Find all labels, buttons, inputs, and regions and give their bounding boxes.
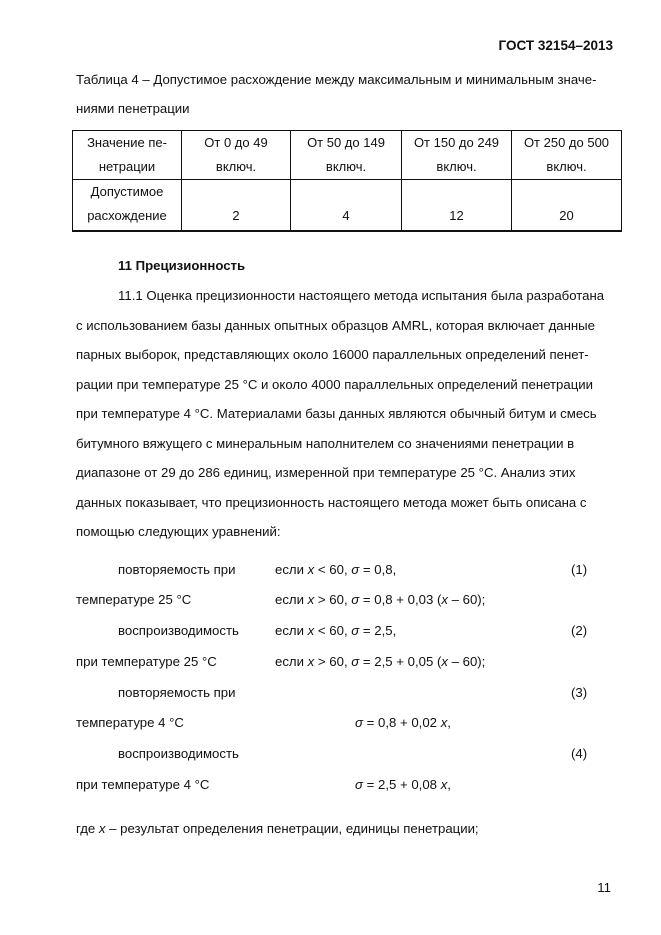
table-row-label: Допустимое расхождение bbox=[73, 180, 182, 232]
equation-1-label-cont: температуре 25 °С bbox=[76, 592, 192, 607]
equation-4-label-cont: при температуре 4 °С bbox=[76, 777, 210, 792]
equation-3-formula: σ = 0,8 + 0,02 x, bbox=[355, 715, 451, 730]
equation-3-number: (3) bbox=[571, 685, 588, 700]
paragraph-line: с использованием базы данных опытных образцов AMRL, которая включает данные bbox=[76, 318, 595, 333]
where-clause: где x – результат определения пенетрации, единицы пенетрации; bbox=[76, 821, 479, 836]
equation-2-line-a: если x < 60, σ = 2,5, bbox=[275, 623, 397, 638]
table-cell: 4 bbox=[291, 180, 402, 232]
document-header: ГОСТ 32154–2013 bbox=[498, 38, 613, 53]
table-cell: 12 bbox=[402, 180, 512, 232]
table-header-cell: От 0 до 49 включ. bbox=[182, 131, 291, 180]
penetration-tolerance-table bbox=[72, 130, 622, 232]
paragraph-line: при температуре 4 °С. Материалами базы данных являются обычный битум и смесь bbox=[76, 406, 597, 421]
equation-2-label: воспроизводимость bbox=[118, 623, 239, 638]
table-header-cell: Значение пе- нетрации bbox=[73, 131, 182, 180]
paragraph-line: рации при температуре 25 °С и около 4000 параллельных определений пенетрации bbox=[76, 377, 594, 392]
table-cell: 20 bbox=[512, 180, 622, 232]
equation-1-number: (1) bbox=[571, 562, 588, 577]
paragraph-line: данных показывает, что прецизионность настоящего метода может быть описана с bbox=[76, 495, 587, 510]
page-number: 11 bbox=[597, 880, 611, 895]
table-header-cell: От 150 до 249 включ. bbox=[402, 131, 512, 180]
equation-2-number: (2) bbox=[571, 623, 588, 638]
equation-1-label: повторяемость при bbox=[118, 562, 236, 577]
table-caption-line-1: Таблица 4 – Допустимое расхождение между максимальным и минимальным значе- bbox=[76, 72, 597, 87]
table-header-cell: От 50 до 149 включ. bbox=[291, 131, 402, 180]
equation-3-label: повторяемость при bbox=[118, 685, 236, 700]
equation-1-line-b: если x > 60, σ = 0,8 + 0,03 (x – 60); bbox=[275, 592, 486, 607]
table-header-cell: От 250 до 500 включ. bbox=[512, 131, 622, 180]
paragraph-line: битумного вяжущего с минеральным наполнителем со значениями пенетрации в bbox=[76, 436, 575, 451]
table-cell: 2 bbox=[182, 180, 291, 232]
equation-2-label-cont: при температуре 25 °С bbox=[76, 654, 217, 669]
equation-4-formula: σ = 2,5 + 0,08 x, bbox=[355, 777, 451, 792]
section-title: 11 Прецизионность bbox=[118, 258, 246, 273]
equation-4-label: воспроизводимость bbox=[118, 746, 239, 761]
table-row bbox=[73, 180, 622, 232]
equation-3-label-cont: температуре 4 °С bbox=[76, 715, 184, 730]
equation-1-line-a: если x < 60, σ = 0,8, bbox=[275, 562, 397, 577]
paragraph-line: помощью следующих уравнений: bbox=[76, 524, 281, 539]
paragraph-line: диапазоне от 29 до 286 единиц, измеренной при температуре 25 °С. Анализ этих bbox=[76, 465, 576, 480]
paragraph-line: парных выборок, представляющих около 16000 параллельных определений пенет- bbox=[76, 347, 589, 362]
equation-2-line-b: если x > 60, σ = 2,5 + 0,05 (x – 60); bbox=[275, 654, 486, 669]
equation-4-number: (4) bbox=[571, 746, 588, 761]
paragraph-line: 11.1 Оценка прецизионности настоящего метода испытания была разработана bbox=[118, 288, 605, 303]
table-header-row bbox=[73, 131, 622, 180]
table-caption-line-2: ниями пенетрации bbox=[76, 101, 190, 116]
